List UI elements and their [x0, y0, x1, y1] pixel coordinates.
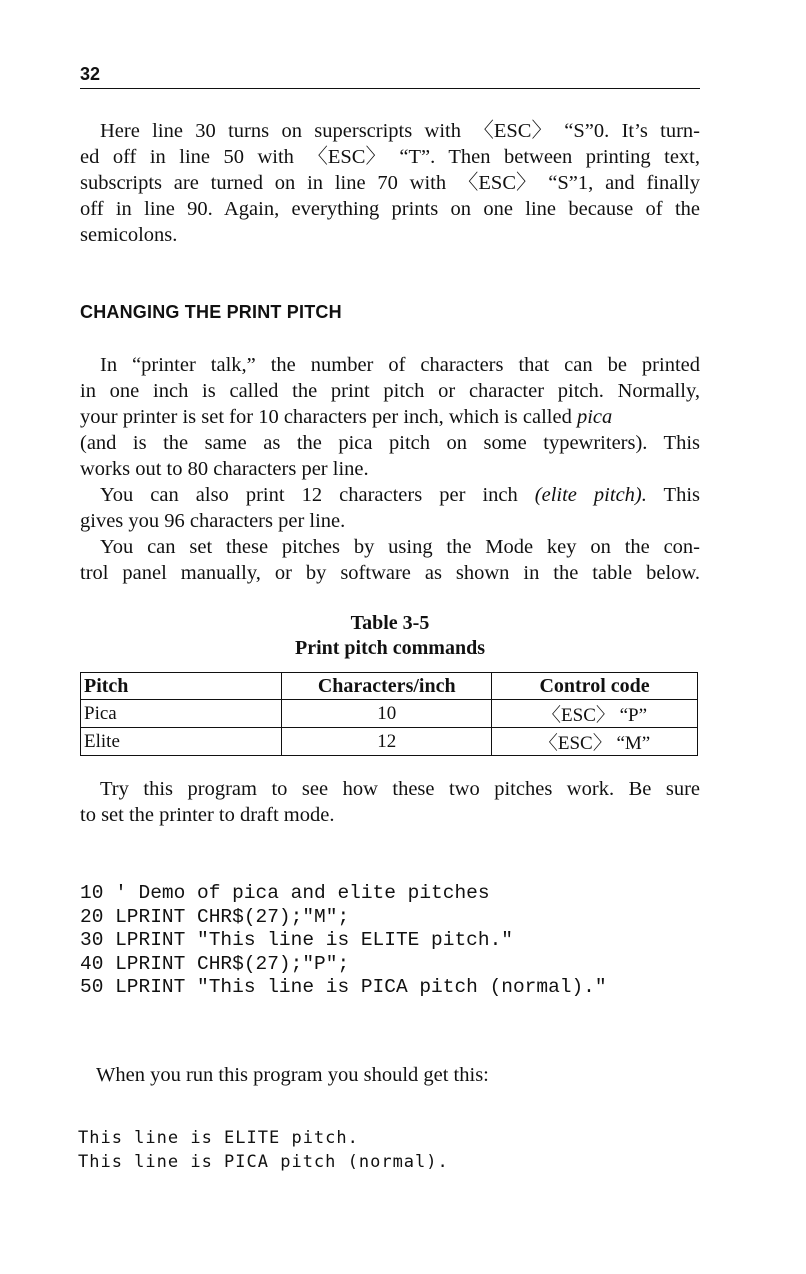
table-cell: 〈ESC〉 “P”: [492, 700, 698, 728]
table-header-row: [81, 673, 698, 700]
text-line: ed off in line 50 with 〈ESC〉 “T”. Then between printing text,: [80, 146, 700, 168]
page-number: 32: [80, 64, 101, 84]
code-line: 40 LPRINT CHR$(27);"P";: [80, 952, 350, 975]
column-header: Control code: [492, 673, 698, 700]
code-line: 10 ' Demo of pica and elite pitches: [80, 882, 490, 904]
table-caption-title: Print pitch commands: [295, 637, 485, 659]
text-segment: This: [663, 484, 700, 506]
intro-paragraph: [80, 118, 700, 248]
italic-term: pica: [576, 406, 613, 428]
text-line: in one inch is called the print pitch or character pitch. Normally,: [80, 380, 700, 402]
pitch-paragraph: [80, 352, 700, 482]
text-line: In “printer talk,” the number of characters that can be printed: [100, 354, 700, 376]
text-line: gives you 96 characters per line.: [80, 510, 346, 532]
table-cell: Pica: [81, 700, 282, 728]
table-row: [81, 700, 698, 728]
text-segment: your printer is set for 10 characters per inch, which is called: [80, 406, 572, 428]
table-caption-number: Table 3-5: [350, 612, 430, 634]
text-line: Here line 30 turns on superscripts with 〈ESC〉 “S”0. It’s turn-: [100, 120, 700, 142]
text-line: off in line 90. Again, everything prints on one line because of the: [80, 198, 700, 220]
program-output: [78, 1126, 449, 1174]
pitch-table: [80, 672, 698, 756]
text-line: [80, 482, 700, 508]
text-line: trol panel manually, or by software as shown in the table below.: [80, 562, 700, 584]
table-row: [81, 728, 698, 756]
text-line: to set the printer to draft mode.: [80, 804, 335, 826]
text-line: You can set these pitches by using the Mode key on the con-: [100, 536, 700, 558]
program-listing: [80, 882, 607, 1000]
section-heading: CHANGING THE PRINT PITCH: [80, 302, 342, 322]
text-line: (and is the same as the pica pitch on some typewriters). This: [80, 432, 700, 454]
try-paragraph: [80, 776, 700, 828]
table-cell: 〈ESC〉 “M”: [492, 728, 698, 756]
header-rule: [80, 88, 700, 89]
code-line: 30 LPRINT "This line is ELITE pitch.": [80, 929, 513, 951]
code-line: 50 LPRINT "This line is PICA pitch (normal).": [80, 976, 607, 998]
column-header: Characters/inch: [282, 673, 492, 700]
text-line: [80, 404, 700, 430]
table-cell: Elite: [81, 728, 282, 756]
text-segment: You can also print 12 characters per inch: [100, 484, 518, 506]
run-instruction: When you run this program you should get this:: [96, 1064, 489, 1086]
mode-paragraph: [80, 534, 700, 586]
text-line: works out to 80 characters per line.: [80, 458, 369, 480]
text-line: subscripts are turned on in line 70 with 〈ESC〉 “S”1, and finally: [80, 172, 700, 194]
italic-term: (elite pitch).: [534, 484, 647, 506]
column-header: Pitch: [81, 673, 282, 700]
output-line: This line is PICA pitch (normal).: [78, 1152, 449, 1172]
code-line: 20 LPRINT CHR$(27);"M";: [80, 905, 350, 928]
text-line: Try this program to see how these two pitches work. Be sure: [100, 778, 700, 800]
elite-paragraph: [80, 482, 700, 534]
text-line: semicolons.: [80, 224, 178, 246]
output-line: This line is ELITE pitch.: [78, 1128, 359, 1148]
table-cell: 10: [282, 700, 492, 728]
table-cell: 12: [282, 728, 492, 756]
